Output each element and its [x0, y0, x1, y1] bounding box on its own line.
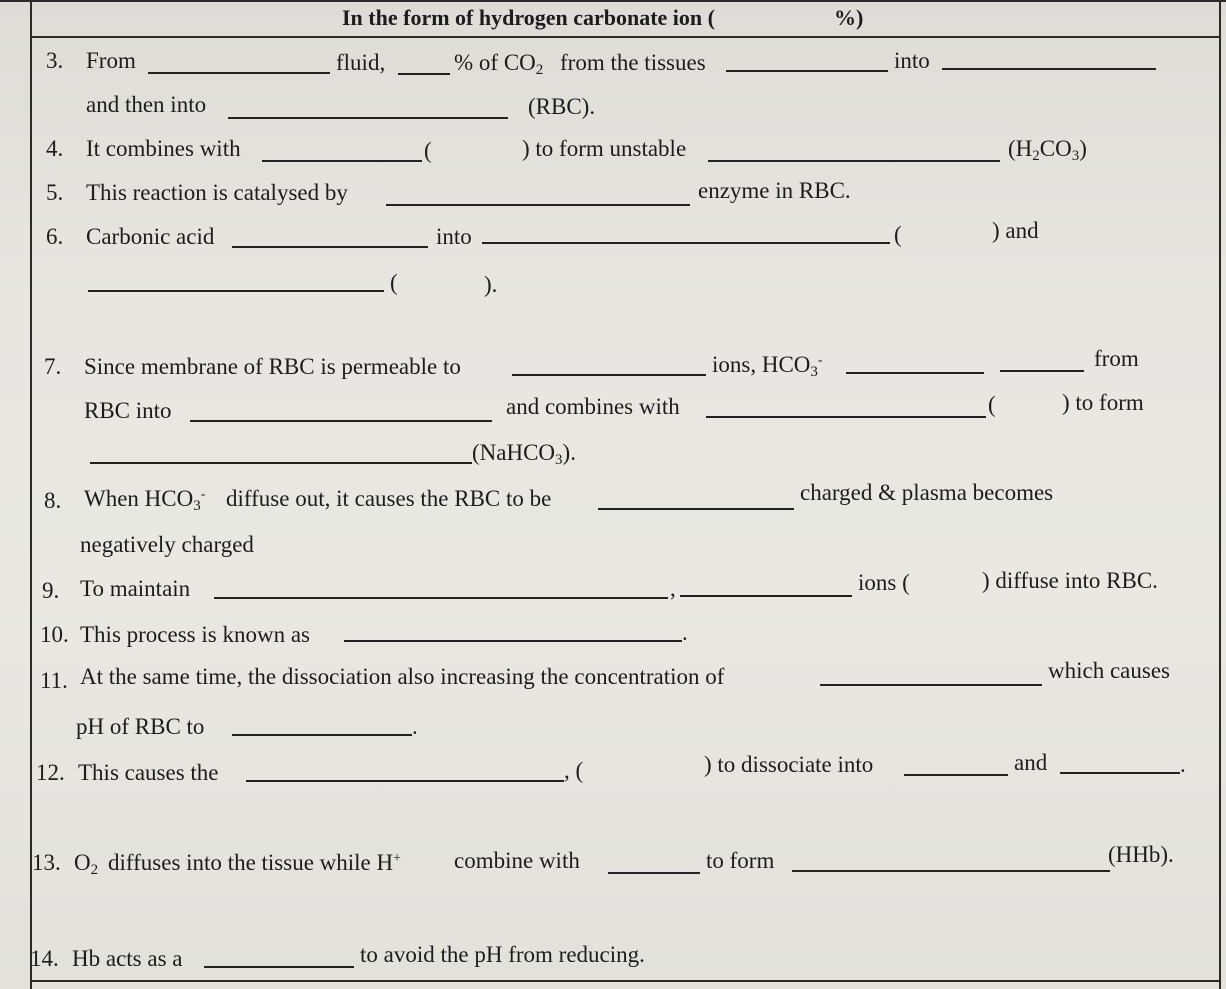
q4-combines: It combines with — [86, 136, 241, 161]
answer-blank[interactable] — [90, 462, 472, 464]
table-right-border — [1219, 0, 1221, 989]
q12-dissociate: ) to dissociate into — [704, 752, 874, 777]
answer-blank[interactable] — [190, 420, 492, 422]
table-bottom-line — [30, 980, 1220, 982]
section-title: In the form of hydrogen carbonate ion ( — [342, 5, 715, 30]
answer-blank[interactable] — [246, 780, 564, 782]
answer-blank[interactable] — [1060, 772, 1180, 774]
answer-blank[interactable] — [846, 372, 984, 374]
question-number: 12. — [36, 760, 65, 785]
answer-blank[interactable] — [942, 68, 1156, 70]
q3-rbc: (RBC). — [528, 94, 596, 119]
q9-comma: , — [670, 576, 676, 601]
answer-blank[interactable] — [88, 290, 384, 292]
answer-blank[interactable] — [608, 872, 700, 874]
answer-blank[interactable] — [726, 70, 888, 72]
answer-blank[interactable] — [708, 160, 1000, 162]
answer-blank[interactable] — [820, 684, 1042, 686]
q10-period: . — [682, 620, 688, 645]
answer-blank[interactable] — [262, 160, 422, 162]
q3-and-then-into: and then into — [86, 92, 207, 117]
q7-to-form: ) to form — [1062, 390, 1144, 415]
table-top-line — [0, 0, 1226, 2]
q8-diffuse-out: diffuse out, it causes the RBC to be — [226, 486, 552, 511]
q3-percent-co2: % of $CO_2$ — [454, 50, 544, 78]
q6-close: ). — [484, 272, 498, 297]
answer-blank[interactable] — [228, 117, 508, 119]
q13-diffuses: diffuses into the tissue while H+ — [108, 850, 402, 875]
q6-open-paren: ( — [894, 222, 902, 247]
q13-to-form: to form — [706, 848, 775, 873]
question-number: 4. — [46, 136, 64, 161]
answer-blank[interactable] — [792, 870, 1110, 872]
q3-fluid: fluid, — [336, 50, 386, 75]
q8-negatively-charged: negatively charged — [80, 532, 254, 557]
q7-nahco3: (NaHCO$_3$). — [472, 440, 576, 468]
q4-open-paren: ( — [424, 138, 432, 163]
q3-into: into — [894, 48, 930, 73]
question-number: 6. — [46, 224, 64, 249]
q6-into: into — [436, 224, 472, 249]
q14-avoid: to avoid the pH from reducing. — [360, 942, 645, 967]
question-number: 3. — [46, 48, 64, 73]
answer-blank[interactable] — [232, 734, 412, 736]
q5-enzyme: enzyme in RBC. — [698, 178, 851, 203]
answer-blank[interactable] — [904, 774, 1008, 776]
question-number: 11. — [40, 668, 68, 693]
answer-blank[interactable] — [214, 597, 668, 599]
q12-period: . — [1180, 752, 1186, 777]
question-number: 8. — [44, 488, 62, 513]
q11-dissociation: At the same time, the dissociation also increasing the concentration of — [80, 664, 725, 689]
q13-hhb: (HHb). — [1108, 842, 1174, 867]
q6-carbonic-acid: Carbonic acid — [86, 224, 215, 249]
q10-process: This process is known as — [80, 622, 310, 647]
question-number: 9. — [42, 578, 60, 603]
answer-blank[interactable] — [386, 204, 690, 206]
answer-blank[interactable] — [598, 508, 794, 510]
q4-h2co3: $(H_2CO_3)$ — [1008, 136, 1087, 164]
answer-blank[interactable] — [680, 595, 852, 597]
q7-ions-hco3: ions, $HCO_3^-$ — [712, 352, 823, 380]
q12-and: and — [1014, 750, 1048, 775]
answer-blank[interactable] — [204, 966, 354, 968]
q7-rbc-into: RBC into — [84, 398, 172, 423]
question-number: 13. — [32, 850, 61, 875]
answer-blank[interactable] — [706, 416, 986, 418]
q13-o2: $O_2$ — [74, 850, 99, 878]
answer-blank[interactable] — [232, 246, 428, 248]
question-number: 5. — [46, 180, 64, 205]
q3-from: From — [86, 48, 136, 73]
q11-ph-of-rbc: pH of RBC to — [76, 714, 205, 739]
section-title-percent: %) — [834, 5, 864, 30]
q6-open-paren-2: ( — [390, 270, 398, 295]
answer-blank[interactable] — [512, 374, 706, 376]
answer-blank[interactable] — [344, 640, 682, 642]
q9-diffuse: ) diffuse into RBC. — [982, 568, 1158, 593]
answer-blank[interactable] — [1000, 370, 1084, 372]
q12-causes: This causes the — [78, 760, 219, 785]
q7-combines: and combines with — [506, 394, 680, 419]
q8-charged: charged & plasma becomes — [800, 480, 1054, 505]
table-header-line — [30, 36, 1220, 38]
q12-open-paren: , ( — [564, 758, 584, 783]
q3-from-tissues: from the tissues — [560, 50, 706, 75]
answer-blank[interactable] — [482, 242, 890, 244]
q8-when-hco3: When $HCO_3^-$ — [84, 486, 206, 514]
q7-open-paren: ( — [988, 392, 996, 417]
question-number: 7. — [44, 354, 62, 379]
q11-period: . — [412, 714, 418, 739]
q7-from: from — [1094, 346, 1139, 371]
question-number: 14. — [30, 946, 59, 971]
q7-permeable: Since membrane of RBC is permeable to — [84, 354, 461, 379]
table-left-border — [30, 0, 32, 989]
q13-combine-with: combine with — [454, 848, 580, 873]
answer-blank[interactable] — [398, 73, 450, 75]
q5-catalysed: This reaction is catalysed by — [86, 180, 348, 205]
q11-which-causes: which causes — [1048, 658, 1170, 683]
q6-and: ) and — [992, 218, 1039, 243]
q4-to-form: ) to form unstable — [522, 136, 687, 161]
q9-maintain: To maintain — [80, 576, 191, 601]
q14-hb-acts: Hb acts as a — [72, 946, 183, 971]
question-number: 10. — [40, 622, 69, 647]
q9-ions: ions ( — [858, 570, 910, 595]
answer-blank[interactable] — [148, 72, 330, 74]
